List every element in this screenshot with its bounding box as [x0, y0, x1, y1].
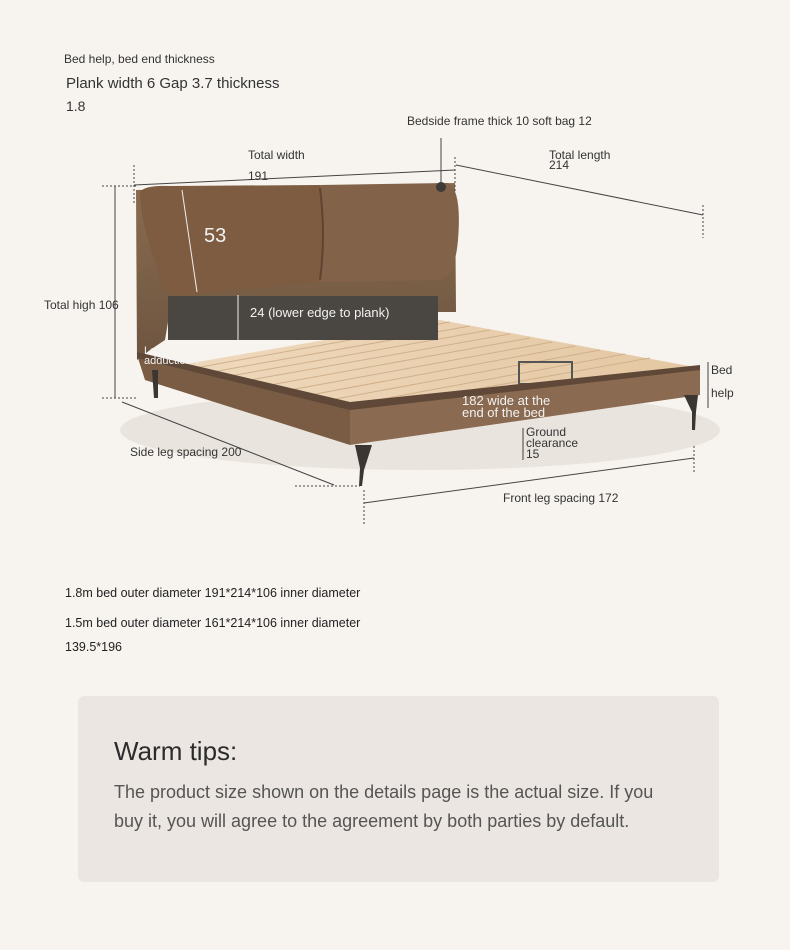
warm-tips-body: The product size shown on the details page is the actual size. If you buy it, you will agree to the agreement by both parties by default. [114, 782, 654, 831]
pillow-height-label: 53 [204, 225, 227, 247]
end-width-label-2: end of the bed [462, 405, 546, 420]
spec-15m: 1.5m bed outer diameter 161*214*106 inner diameter [65, 616, 361, 630]
bedside-frame-label: Bedside frame thick 10 soft bag 12 [407, 114, 592, 128]
spec-15m-inner: 139.5*196 [65, 640, 123, 654]
bed-help-note: Bed help, bed end thickness [64, 52, 215, 66]
ground-clearance-value: 15 [526, 447, 540, 461]
side-leg-spacing-label: Side leg spacing 200 [130, 445, 242, 459]
total-high-label: Total high 106 [44, 298, 119, 312]
ground-clearance-label-1: Ground [526, 425, 567, 439]
leg-adduction-label-2: adduction 7 [144, 355, 201, 367]
total-length-value: 214 [549, 158, 570, 172]
plank-thickness: 1.8 [66, 98, 86, 114]
leg-adduction-label-1: Leg [144, 345, 163, 357]
bed-help-right-1: Bed [711, 363, 733, 377]
plank-note: Plank width 6 Gap 3.7 thickness [66, 75, 280, 92]
spec-18m: 1.8m bed outer diameter 191*214*106 inner diameter [65, 586, 361, 600]
bed-help-right-2: help [711, 386, 734, 400]
frame-marker-dot [436, 182, 446, 192]
end-width-label-1: 182 wide at the [462, 393, 551, 408]
warm-tips-card [78, 696, 719, 882]
warm-tips-title: Warm tips: [114, 736, 238, 766]
ground-clearance-label-2: clearance [526, 436, 579, 450]
total-length-label: Total length [549, 148, 611, 162]
lower-edge-label: 24 (lower edge to plank) [250, 305, 390, 320]
front-leg-spacing-label: Front leg spacing 172 [503, 491, 619, 505]
total-width-value: 191 [248, 169, 269, 183]
total-width-label: Total width [248, 148, 305, 162]
